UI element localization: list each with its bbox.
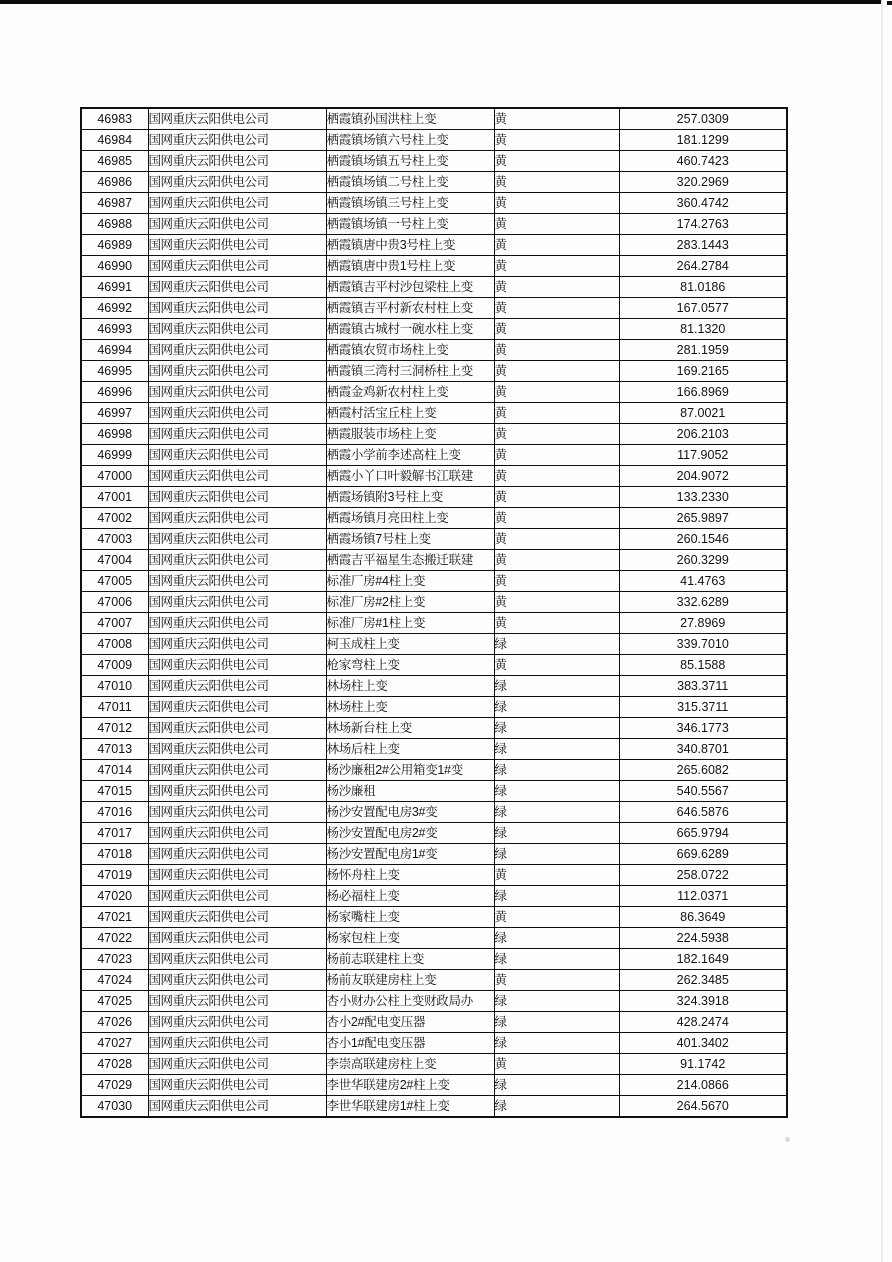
table-row	[81, 550, 787, 571]
cell-id: 47005	[81, 571, 148, 592]
cell-company: 国网重庆云阳供电公司	[148, 823, 326, 844]
cell-value: 85.1588	[619, 655, 787, 676]
cell-status: 黄	[494, 172, 619, 193]
cell-id: 47000	[81, 466, 148, 487]
cell-name: 杏小1#配电变压器	[326, 1033, 494, 1054]
table-row	[81, 781, 787, 802]
cell-company: 国网重庆云阳供电公司	[148, 487, 326, 508]
cell-company: 国网重庆云阳供电公司	[148, 697, 326, 718]
cell-company: 国网重庆云阳供电公司	[148, 445, 326, 466]
cell-status: 黄	[494, 592, 619, 613]
cell-status: 绿	[494, 844, 619, 865]
cell-company: 国网重庆云阳供电公司	[148, 340, 326, 361]
cell-company: 国网重庆云阳供电公司	[148, 655, 326, 676]
cell-name: 栖霞镇场镇一号柱上变	[326, 214, 494, 235]
cell-name: 栖霞镇场镇二号柱上变	[326, 172, 494, 193]
cell-name: 杨前志联建柱上变	[326, 949, 494, 970]
table-row	[81, 529, 787, 550]
cell-name: 栖霞镇吉平村沙包梁柱上变	[326, 277, 494, 298]
cell-value: 257.0309	[619, 108, 787, 130]
cell-status: 黄	[494, 655, 619, 676]
table-row	[81, 172, 787, 193]
cell-status: 黄	[494, 865, 619, 886]
cell-value: 669.6289	[619, 844, 787, 865]
cell-company: 国网重庆云阳供电公司	[148, 256, 326, 277]
cell-value: 346.1773	[619, 718, 787, 739]
cell-name: 栖霞镇农贸市场柱上变	[326, 340, 494, 361]
table-body	[81, 108, 787, 1117]
cell-name: 杨家嘴柱上变	[326, 907, 494, 928]
transformer-data-table	[80, 107, 788, 1118]
cell-company: 国网重庆云阳供电公司	[148, 592, 326, 613]
cell-name: 林场新台柱上变	[326, 718, 494, 739]
table-row	[81, 823, 787, 844]
cell-id: 46991	[81, 277, 148, 298]
cell-status: 黄	[494, 235, 619, 256]
cell-status: 黄	[494, 508, 619, 529]
cell-status: 黄	[494, 613, 619, 634]
cell-company: 国网重庆云阳供电公司	[148, 991, 326, 1012]
cell-company: 国网重庆云阳供电公司	[148, 108, 326, 130]
table-row	[81, 298, 787, 319]
cell-value: 265.9897	[619, 508, 787, 529]
table-row	[81, 970, 787, 991]
cell-value: 260.3299	[619, 550, 787, 571]
cell-id: 46996	[81, 382, 148, 403]
cell-status: 黄	[494, 214, 619, 235]
cell-name: 杏小2#配电变压器	[326, 1012, 494, 1033]
cell-status: 黄	[494, 970, 619, 991]
cell-name: 栖霞小丫口叶毅解书江联建	[326, 466, 494, 487]
cell-name: 柯玉成柱上变	[326, 634, 494, 655]
cell-name: 栖霞村活宝丘柱上变	[326, 403, 494, 424]
table-row	[81, 382, 787, 403]
cell-id: 46990	[81, 256, 148, 277]
cell-id: 46995	[81, 361, 148, 382]
cell-value: 320.2969	[619, 172, 787, 193]
cell-company: 国网重庆云阳供电公司	[148, 277, 326, 298]
cell-name: 杨怀舟柱上变	[326, 865, 494, 886]
cell-company: 国网重庆云阳供电公司	[148, 634, 326, 655]
table-row	[81, 1075, 787, 1096]
cell-value: 169.2165	[619, 361, 787, 382]
cell-id: 47028	[81, 1054, 148, 1075]
cell-company: 国网重庆云阳供电公司	[148, 949, 326, 970]
table-row	[81, 508, 787, 529]
cell-id: 47018	[81, 844, 148, 865]
cell-name: 栖霞镇古城村一碗水柱上变	[326, 319, 494, 340]
cell-name: 杨前友联建房柱上变	[326, 970, 494, 991]
cell-id: 47010	[81, 676, 148, 697]
cell-id: 47001	[81, 487, 148, 508]
cell-id: 47030	[81, 1096, 148, 1118]
cell-value: 133.2330	[619, 487, 787, 508]
cell-status: 绿	[494, 1033, 619, 1054]
cell-status: 绿	[494, 928, 619, 949]
cell-name: 栖霞场镇月亮田柱上变	[326, 508, 494, 529]
cell-status: 黄	[494, 1054, 619, 1075]
cell-value: 81.1320	[619, 319, 787, 340]
cell-status: 黄	[494, 151, 619, 172]
cell-company: 国网重庆云阳供电公司	[148, 214, 326, 235]
cell-id: 46993	[81, 319, 148, 340]
table-row	[81, 865, 787, 886]
cell-value: 81.0186	[619, 277, 787, 298]
cell-status: 黄	[494, 319, 619, 340]
cell-id: 46986	[81, 172, 148, 193]
cell-status: 绿	[494, 949, 619, 970]
cell-id: 46989	[81, 235, 148, 256]
cell-company: 国网重庆云阳供电公司	[148, 424, 326, 445]
cell-value: 264.2784	[619, 256, 787, 277]
cell-company: 国网重庆云阳供电公司	[148, 970, 326, 991]
cell-company: 国网重庆云阳供电公司	[148, 865, 326, 886]
cell-company: 国网重庆云阳供电公司	[148, 802, 326, 823]
cell-id: 46985	[81, 151, 148, 172]
cell-status: 绿	[494, 760, 619, 781]
table-row	[81, 256, 787, 277]
cell-company: 国网重庆云阳供电公司	[148, 130, 326, 151]
cell-status: 绿	[494, 802, 619, 823]
cell-status: 绿	[494, 676, 619, 697]
cell-name: 栖霞小学前李述高柱上变	[326, 445, 494, 466]
cell-value: 87.0021	[619, 403, 787, 424]
cell-status: 黄	[494, 361, 619, 382]
cell-name: 杨沙安置配电房2#变	[326, 823, 494, 844]
table-row	[81, 613, 787, 634]
table-row	[81, 319, 787, 340]
cell-value: 665.9794	[619, 823, 787, 844]
cell-company: 国网重庆云阳供电公司	[148, 550, 326, 571]
table-row	[81, 907, 787, 928]
scan-artifact-top-bar	[0, 0, 882, 4]
cell-value: 206.2103	[619, 424, 787, 445]
cell-name: 栖霞镇场镇六号柱上变	[326, 130, 494, 151]
cell-value: 646.5876	[619, 802, 787, 823]
cell-name: 李世华联建房2#柱上变	[326, 1075, 494, 1096]
cell-value: 182.1649	[619, 949, 787, 970]
table-row	[81, 445, 787, 466]
cell-id: 46999	[81, 445, 148, 466]
cell-name: 林场后柱上变	[326, 739, 494, 760]
cell-company: 国网重庆云阳供电公司	[148, 529, 326, 550]
cell-name: 李世华联建房1#柱上变	[326, 1096, 494, 1118]
cell-value: 360.4742	[619, 193, 787, 214]
cell-value: 332.6289	[619, 592, 787, 613]
cell-value: 224.5938	[619, 928, 787, 949]
cell-value: 265.6082	[619, 760, 787, 781]
cell-id: 46997	[81, 403, 148, 424]
table-row	[81, 991, 787, 1012]
cell-value: 262.3485	[619, 970, 787, 991]
transformer-data-table-wrap	[80, 107, 788, 1118]
cell-value: 264.5670	[619, 1096, 787, 1118]
cell-status: 黄	[494, 529, 619, 550]
cell-company: 国网重庆云阳供电公司	[148, 739, 326, 760]
cell-status: 黄	[494, 403, 619, 424]
cell-name: 杨沙廉租2#公用箱变1#变	[326, 760, 494, 781]
cell-id: 47012	[81, 718, 148, 739]
table-row	[81, 676, 787, 697]
cell-value: 281.1959	[619, 340, 787, 361]
cell-name: 栖霞吉平福星生态搬迁联建	[326, 550, 494, 571]
cell-id: 47019	[81, 865, 148, 886]
cell-status: 黄	[494, 340, 619, 361]
table-row	[81, 802, 787, 823]
cell-status: 黄	[494, 466, 619, 487]
cell-id: 47021	[81, 907, 148, 928]
cell-status: 黄	[494, 550, 619, 571]
cell-id: 47024	[81, 970, 148, 991]
cell-id: 47023	[81, 949, 148, 970]
cell-name: 杨必福柱上变	[326, 886, 494, 907]
cell-id: 46998	[81, 424, 148, 445]
cell-id: 47026	[81, 1012, 148, 1033]
cell-status: 黄	[494, 193, 619, 214]
cell-company: 国网重庆云阳供电公司	[148, 886, 326, 907]
cell-company: 国网重庆云阳供电公司	[148, 718, 326, 739]
cell-status: 黄	[494, 487, 619, 508]
cell-value: 167.0577	[619, 298, 787, 319]
cell-company: 国网重庆云阳供电公司	[148, 1075, 326, 1096]
cell-id: 47022	[81, 928, 148, 949]
cell-value: 112.0371	[619, 886, 787, 907]
cell-company: 国网重庆云阳供电公司	[148, 235, 326, 256]
cell-id: 47014	[81, 760, 148, 781]
cell-value: 204.9072	[619, 466, 787, 487]
cell-company: 国网重庆云阳供电公司	[148, 466, 326, 487]
cell-value: 166.8969	[619, 382, 787, 403]
cell-id: 47002	[81, 508, 148, 529]
cell-company: 国网重庆云阳供电公司	[148, 844, 326, 865]
cell-value: 340.8701	[619, 739, 787, 760]
cell-company: 国网重庆云阳供电公司	[148, 781, 326, 802]
cell-name: 栖霞服装市场柱上变	[326, 424, 494, 445]
cell-value: 27.8969	[619, 613, 787, 634]
cell-value: 315.3711	[619, 697, 787, 718]
cell-value: 117.9052	[619, 445, 787, 466]
cell-name: 杨家包柱上变	[326, 928, 494, 949]
cell-id: 47007	[81, 613, 148, 634]
cell-id: 47029	[81, 1075, 148, 1096]
cell-status: 黄	[494, 445, 619, 466]
cell-name: 李崇高联建房柱上变	[326, 1054, 494, 1075]
cell-status: 黄	[494, 424, 619, 445]
cell-status: 绿	[494, 1096, 619, 1118]
cell-company: 国网重庆云阳供电公司	[148, 1033, 326, 1054]
cell-name: 标准厂房#1柱上变	[326, 613, 494, 634]
cell-status: 绿	[494, 718, 619, 739]
cell-company: 国网重庆云阳供电公司	[148, 1096, 326, 1118]
cell-status: 绿	[494, 781, 619, 802]
cell-status: 绿	[494, 634, 619, 655]
cell-value: 324.3918	[619, 991, 787, 1012]
table-row	[81, 697, 787, 718]
table-row	[81, 466, 787, 487]
cell-name: 杨沙廉租	[326, 781, 494, 802]
cell-id: 47027	[81, 1033, 148, 1054]
cell-name: 栖霞镇场镇三号柱上变	[326, 193, 494, 214]
cell-value: 383.3711	[619, 676, 787, 697]
cell-company: 国网重庆云阳供电公司	[148, 760, 326, 781]
cell-value: 401.3402	[619, 1033, 787, 1054]
table-row	[81, 424, 787, 445]
cell-name: 杨沙安置配电房3#变	[326, 802, 494, 823]
cell-value: 181.1299	[619, 130, 787, 151]
cell-status: 绿	[494, 991, 619, 1012]
cell-status: 黄	[494, 907, 619, 928]
cell-status: 黄	[494, 130, 619, 151]
cell-company: 国网重庆云阳供电公司	[148, 319, 326, 340]
cell-status: 黄	[494, 382, 619, 403]
cell-status: 绿	[494, 697, 619, 718]
cell-value: 540.5567	[619, 781, 787, 802]
cell-name: 栖霞场镇7号柱上变	[326, 529, 494, 550]
cell-id: 47009	[81, 655, 148, 676]
cell-value: 86.3649	[619, 907, 787, 928]
table-row	[81, 108, 787, 130]
cell-value: 214.0866	[619, 1075, 787, 1096]
cell-name: 标准厂房#4柱上变	[326, 571, 494, 592]
scan-artifact-right-edge	[881, 0, 883, 1262]
cell-company: 国网重庆云阳供电公司	[148, 508, 326, 529]
table-row	[81, 130, 787, 151]
cell-company: 国网重庆云阳供电公司	[148, 151, 326, 172]
table-row	[81, 487, 787, 508]
cell-name: 标准厂房#2柱上变	[326, 592, 494, 613]
table-row	[81, 277, 787, 298]
cell-status: 绿	[494, 1075, 619, 1096]
cell-status: 黄	[494, 256, 619, 277]
cell-id: 47003	[81, 529, 148, 550]
cell-company: 国网重庆云阳供电公司	[148, 403, 326, 424]
table-row	[81, 949, 787, 970]
cell-id: 47025	[81, 991, 148, 1012]
cell-id: 46994	[81, 340, 148, 361]
table-row	[81, 1012, 787, 1033]
cell-value: 41.4763	[619, 571, 787, 592]
table-row	[81, 1033, 787, 1054]
cell-id: 47015	[81, 781, 148, 802]
cell-status: 黄	[494, 277, 619, 298]
cell-name: 林场柱上变	[326, 697, 494, 718]
cell-company: 国网重庆云阳供电公司	[148, 172, 326, 193]
cell-company: 国网重庆云阳供电公司	[148, 613, 326, 634]
table-row	[81, 571, 787, 592]
cell-value: 283.1443	[619, 235, 787, 256]
table-row	[81, 592, 787, 613]
cell-name: 杨沙安置配电房1#变	[326, 844, 494, 865]
cell-value: 339.7010	[619, 634, 787, 655]
cell-company: 国网重庆云阳供电公司	[148, 193, 326, 214]
table-row	[81, 760, 787, 781]
cell-company: 国网重庆云阳供电公司	[148, 382, 326, 403]
cell-value: 174.2763	[619, 214, 787, 235]
scan-artifact-dot	[887, 1, 892, 5]
cell-id: 47004	[81, 550, 148, 571]
cell-status: 黄	[494, 108, 619, 130]
cell-company: 国网重庆云阳供电公司	[148, 1054, 326, 1075]
cell-value: 428.2474	[619, 1012, 787, 1033]
cell-id: 47016	[81, 802, 148, 823]
cell-status: 黄	[494, 298, 619, 319]
cell-id: 47013	[81, 739, 148, 760]
cell-id: 46988	[81, 214, 148, 235]
table-row	[81, 361, 787, 382]
cell-value: 91.1742	[619, 1054, 787, 1075]
table-row	[81, 718, 787, 739]
table-row	[81, 739, 787, 760]
table-row	[81, 235, 787, 256]
cell-id: 46984	[81, 130, 148, 151]
table-row	[81, 214, 787, 235]
cell-id: 46983	[81, 108, 148, 130]
table-row	[81, 928, 787, 949]
cell-name: 栖霞金鸡新农村柱上变	[326, 382, 494, 403]
table-row	[81, 151, 787, 172]
cell-name: 林场柱上变	[326, 676, 494, 697]
cell-value: 260.1546	[619, 529, 787, 550]
cell-company: 国网重庆云阳供电公司	[148, 298, 326, 319]
cell-name: 杏小财办公柱上变财政局办	[326, 991, 494, 1012]
cell-name: 栖霞镇三湾村三洞桥柱上变	[326, 361, 494, 382]
cell-id: 47006	[81, 592, 148, 613]
cell-company: 国网重庆云阳供电公司	[148, 1012, 326, 1033]
cell-id: 47008	[81, 634, 148, 655]
cell-value: 258.0722	[619, 865, 787, 886]
cell-status: 绿	[494, 823, 619, 844]
cell-name: 栖霞镇孙国洪柱上变	[326, 108, 494, 130]
cell-name: 栖霞镇唐中贵1号柱上变	[326, 256, 494, 277]
cell-status: 绿	[494, 739, 619, 760]
scan-artifact-dot	[785, 1137, 790, 1142]
cell-status: 黄	[494, 571, 619, 592]
cell-id: 46987	[81, 193, 148, 214]
cell-name: 栖霞镇唐中贵3号柱上变	[326, 235, 494, 256]
cell-company: 国网重庆云阳供电公司	[148, 361, 326, 382]
cell-id: 47011	[81, 697, 148, 718]
cell-id: 47020	[81, 886, 148, 907]
table-row	[81, 886, 787, 907]
table-row	[81, 340, 787, 361]
table-row	[81, 193, 787, 214]
table-row	[81, 1054, 787, 1075]
cell-company: 国网重庆云阳供电公司	[148, 571, 326, 592]
cell-company: 国网重庆云阳供电公司	[148, 676, 326, 697]
table-row	[81, 1096, 787, 1118]
cell-id: 46992	[81, 298, 148, 319]
cell-status: 绿	[494, 1012, 619, 1033]
cell-company: 国网重庆云阳供电公司	[148, 907, 326, 928]
cell-value: 460.7423	[619, 151, 787, 172]
table-row	[81, 655, 787, 676]
cell-name: 栖霞镇吉平村新农村柱上变	[326, 298, 494, 319]
table-row	[81, 844, 787, 865]
cell-name: 枪家弯柱上变	[326, 655, 494, 676]
cell-status: 绿	[494, 886, 619, 907]
cell-id: 47017	[81, 823, 148, 844]
cell-name: 栖霞场镇附3号柱上变	[326, 487, 494, 508]
table-row	[81, 634, 787, 655]
cell-company: 国网重庆云阳供电公司	[148, 928, 326, 949]
table-row	[81, 403, 787, 424]
cell-name: 栖霞镇场镇五号柱上变	[326, 151, 494, 172]
